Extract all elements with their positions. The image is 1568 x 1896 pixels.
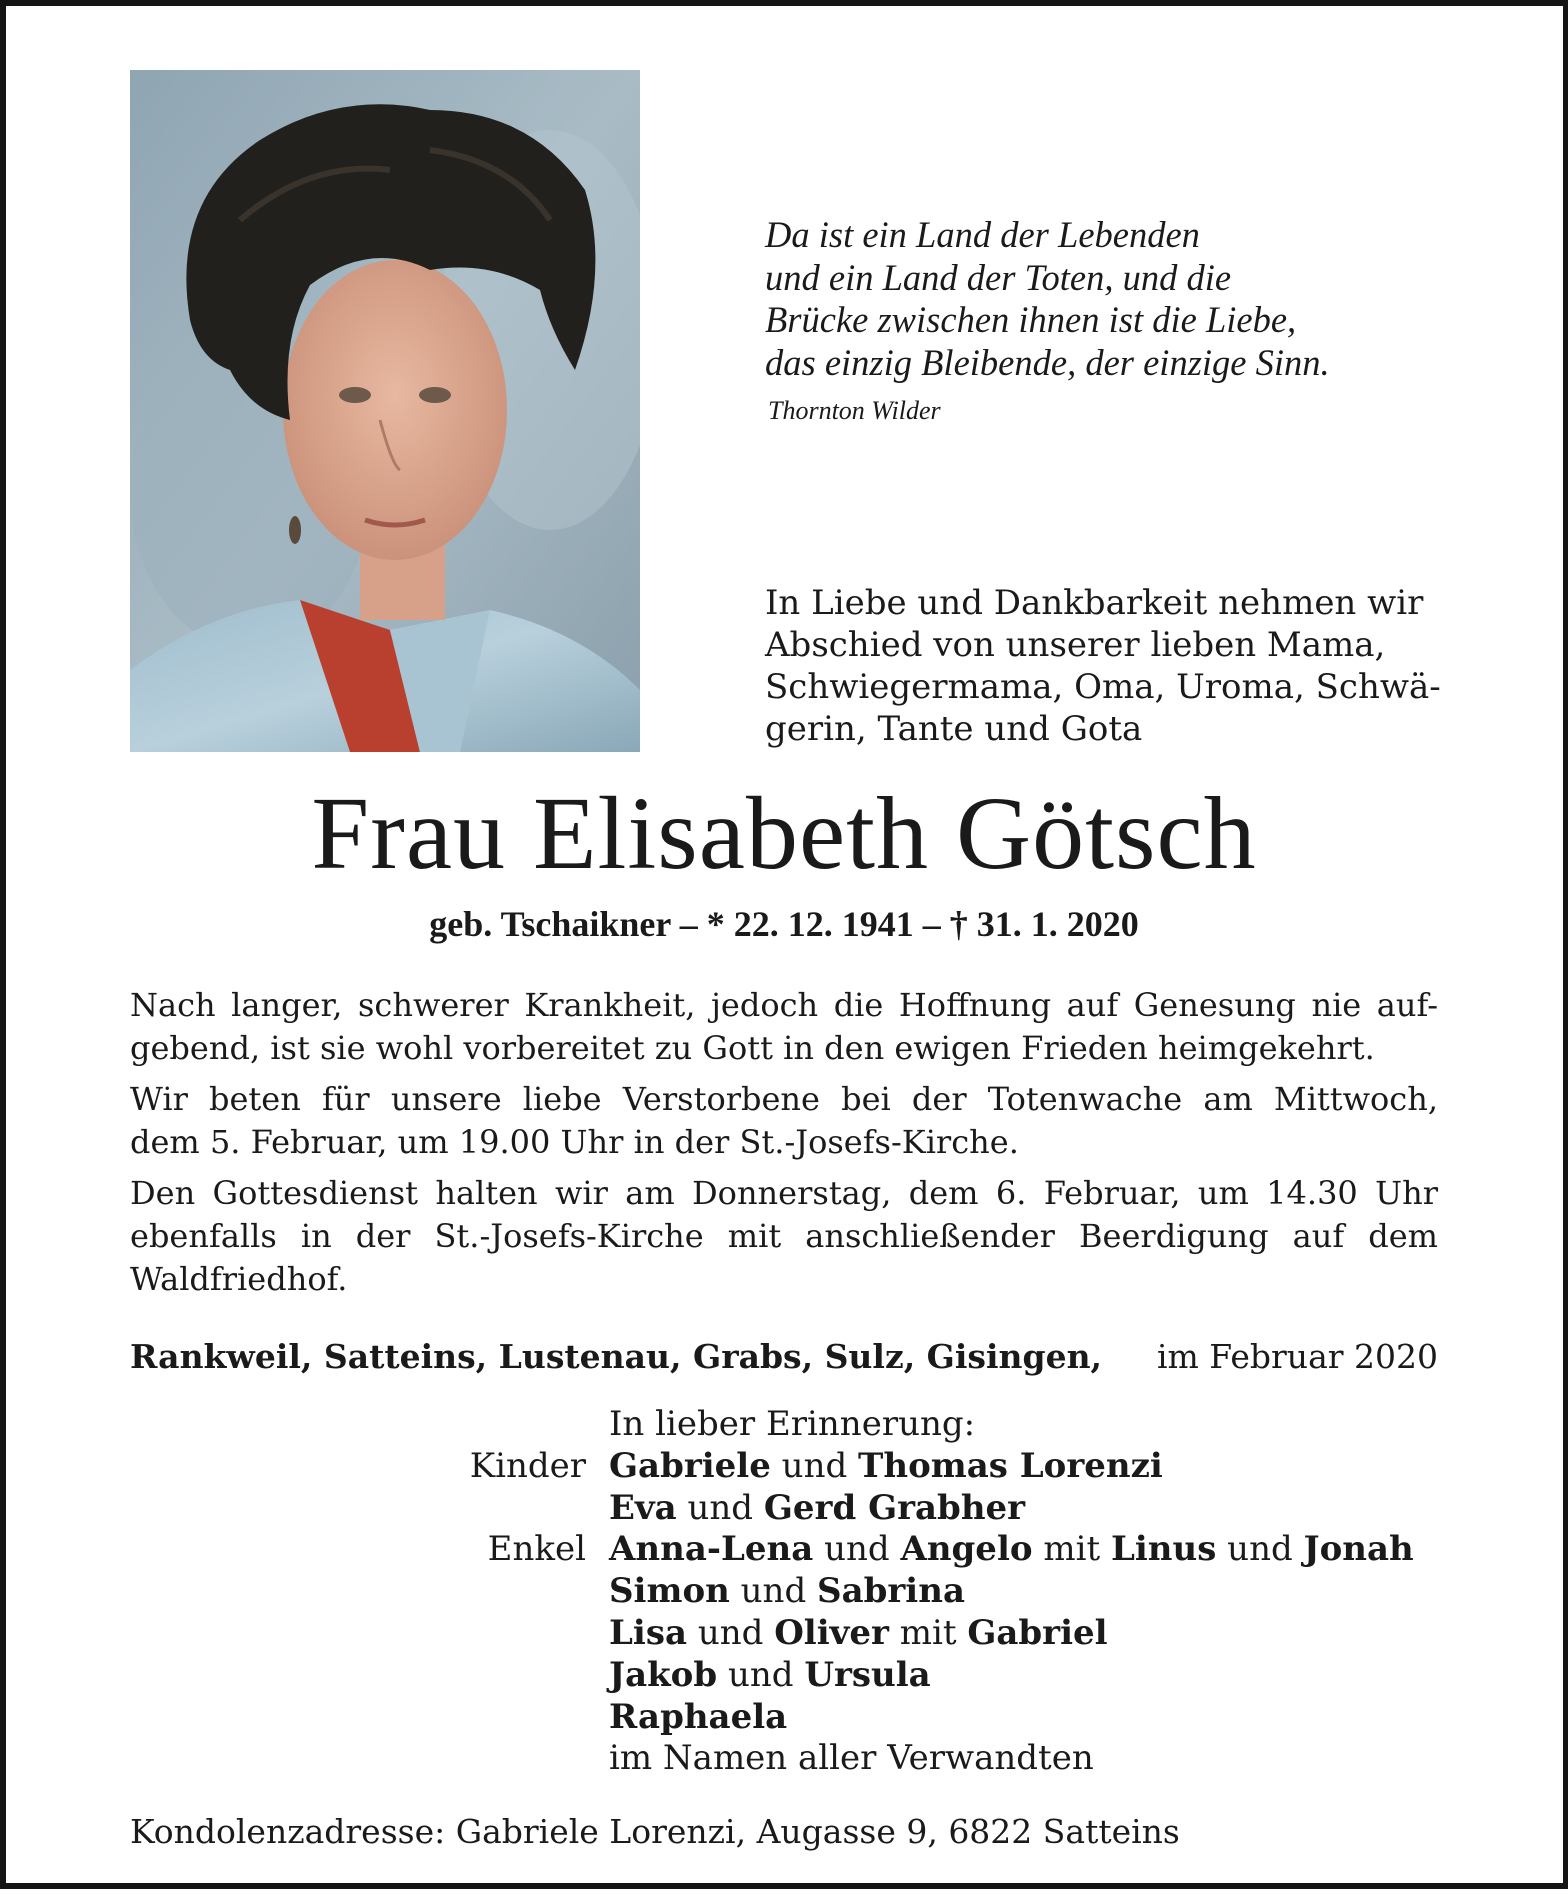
body-line: gebend, ist sie wohl vorbereitet zu Gott in den ewigen Frieden heimgekehrt.: [130, 1029, 1375, 1067]
family-entry: [609, 1446, 1163, 1488]
portrait-photo: [130, 70, 640, 752]
family-entry: [609, 1655, 931, 1697]
towns: Rankweil, Satteins, Lustenau, Grabs, Sulz, Gisingen,: [130, 1337, 1103, 1376]
announcement-body: [130, 984, 1438, 1309]
deceased-name: Frau Elisabeth Götsch: [311, 776, 1257, 891]
person-name: Linus: [1110, 1529, 1217, 1570]
body-line: dem 5. Februar, um 19.00 Uhr in der St.-Josefs-Kirche.: [130, 1123, 1019, 1161]
intro-line: In Liebe und Dankbarkeit nehmen wir: [765, 583, 1424, 623]
places-line: [130, 1337, 1438, 1376]
kinder-label: Kinder: [469, 1445, 586, 1486]
family-list: [0, 1404, 1568, 1780]
person-name: Eva: [609, 1487, 677, 1528]
family-row: [0, 1529, 1568, 1571]
condolence-address: Kondolenzadresse: Gabriele Lorenzi, Augasse 9, 6822 Satteins: [130, 1812, 1180, 1851]
paragraph-illness: [130, 984, 1438, 1070]
connector: und: [697, 1612, 764, 1653]
quote-author: Thornton Wilder: [768, 396, 941, 425]
person-name: Oliver: [774, 1612, 889, 1653]
quote: [765, 214, 1465, 384]
person-name: Gerd Grabher: [763, 1487, 1026, 1528]
family-entry: [609, 1571, 965, 1613]
person-name: Jonah: [1303, 1529, 1414, 1570]
intro-text: [765, 582, 1439, 750]
connector: mit: [1043, 1529, 1101, 1570]
connector: mit: [899, 1612, 957, 1653]
person-name: Raphaela: [609, 1696, 788, 1737]
person-name: Anna-Lena: [609, 1529, 814, 1570]
connector: und: [687, 1487, 754, 1528]
quote-line: Da ist ein Land der Lebenden: [765, 214, 1200, 255]
body-line: ebenfalls in der St.-Josefs-Kirche mit anschließender Beerdigung auf dem: [130, 1217, 1438, 1255]
person-name: Gabriele: [609, 1445, 771, 1486]
family-row: [0, 1613, 1568, 1655]
birth-death-dates: geb. Tschaikner – * 22. 12. 1941 – † 31. 1. 2020: [429, 904, 1139, 944]
connector: und: [727, 1654, 794, 1695]
family-row: [0, 1697, 1568, 1739]
intro-line: gerin, Tante und Gota: [765, 709, 1143, 749]
enkel-label: Enkel: [487, 1529, 586, 1570]
family-row: [0, 1488, 1568, 1530]
family-row: [0, 1404, 1568, 1446]
family-entry: [609, 1697, 787, 1739]
family-row: [0, 1571, 1568, 1613]
paragraph-wake: [130, 1078, 1438, 1164]
family-row: [0, 1446, 1568, 1488]
body-line: Wir beten für unsere liebe Verstorbene bei der Totenwache am Mittwoch,: [130, 1080, 1438, 1118]
family-row: [0, 1738, 1568, 1780]
family-closing: im Namen aller Verwandten: [609, 1738, 1094, 1779]
family-row: [0, 1655, 1568, 1697]
family-entry: [609, 1488, 1025, 1530]
paragraph-service: [130, 1172, 1438, 1301]
person-name: Thomas Lorenzi: [858, 1445, 1163, 1486]
family-heading: In lieber Erinnerung:: [609, 1404, 976, 1444]
date-month: im Februar 2020: [1156, 1337, 1438, 1376]
person-name: Gabriel: [967, 1612, 1108, 1653]
quote-line: das einzig Bleibende, der einzige Sinn.: [765, 341, 1330, 383]
connector: und: [781, 1445, 848, 1486]
family-entry: [609, 1529, 1414, 1571]
connector: und: [1227, 1529, 1293, 1570]
quote-line: Brücke zwischen ihnen ist die Liebe,: [765, 299, 1297, 340]
person-name: Simon: [609, 1571, 730, 1612]
connector: und: [824, 1529, 890, 1570]
body-line: Nach langer, schwerer Krankheit, jedoch die Hoffnung auf Genesung nie auf-: [130, 986, 1438, 1024]
person-name: Angelo: [900, 1529, 1033, 1570]
intro-line: Schwiegermama, Oma, Uroma, Schwä-: [765, 667, 1441, 707]
person-name: Lisa: [609, 1612, 687, 1653]
quote-line: und ein Land der Toten, und die: [765, 256, 1232, 298]
body-line: Waldfriedhof.: [130, 1260, 348, 1298]
person-name: Ursula: [804, 1654, 931, 1695]
connector: und: [740, 1571, 807, 1612]
body-line: Den Gottesdienst halten wir am Donnerstag, dem 6. Februar, um 14.30 Uhr: [130, 1174, 1438, 1212]
intro-line: Abschied von unserer lieben Mama,: [765, 625, 1386, 665]
person-name: Sabrina: [817, 1571, 965, 1612]
family-entry: [609, 1613, 1108, 1655]
person-name: Jakob: [609, 1654, 718, 1695]
